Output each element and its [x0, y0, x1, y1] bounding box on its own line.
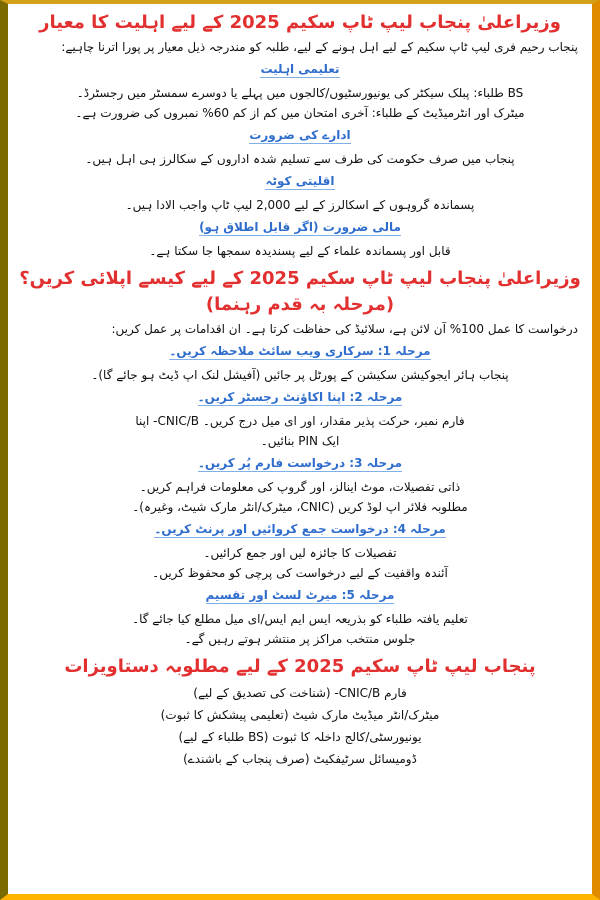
article [8, 4, 592, 894]
step-line: جلوس منتخب مراکز پر منتشر ہوتے رہیں گے۔ [184, 632, 416, 646]
section-line: BS طلباء: پبلک سیکٹر کی یونیورسٹیوں/کالجوں میں پہلے یا دوسرے سمسٹر میں رجسٹرڈ۔ [76, 86, 524, 100]
step-heading: مرحلہ 5: میرٹ لسٹ اور تقسیم [205, 588, 395, 602]
eligibility-sections [8, 58, 592, 260]
section-line: میٹرک اور انٹرمیڈیٹ کے طلباء: آخری امتحان میں کم از کم 60% نمبروں کی ضرورت ہے۔ [75, 106, 525, 120]
step-line: پنجاب ہائر ایجوکیشن سکیشن کے پورٹل پر جائیں (آفیشل لنک اپ ڈیٹ ہو جائے گا)۔ [91, 368, 509, 382]
eligibility-intro: پنجاب رحیم فری لیپ ٹاپ سکیم کے لیے اہل ہونے کے لیے، طلبہ کو مندرجہ ذیل معیار پر پورا اترنا چاہیے: [61, 40, 578, 54]
apply-title: وزیراعلیٰ پنجاب لیپ ٹاپ سکیم 2025 کے لیے کیسے اپلائی کریں؟ (مرحلہ بہ قدم رہنما) [19, 268, 581, 315]
document-item: یونیورسٹی/کالج داخلہ کا ثبوت (BS طلباء کے لیے) [178, 730, 422, 744]
apply-steps [8, 340, 592, 648]
step-line: آئندہ واقفیت کے لیے درخواست کی پرچی کو محفوظ کریں۔ [152, 566, 448, 580]
section-heading: ادارے کی ضرورت [249, 128, 351, 142]
section-heading: مالی ضرورت (اگر قابل اطلاق ہو) [199, 220, 401, 234]
eligibility-section-financial [8, 216, 592, 260]
step-3 [8, 452, 592, 516]
step-line: مطلوبہ فلائر اپ لوڈ کریں (CNIC، میٹرک/انٹر مارک شیٹ، وغیرہ)۔ [132, 500, 468, 514]
eligibility-section-quota [8, 170, 592, 214]
step-line: تفصیلات کا جائزہ لیں اور جمع کرائیں۔ [203, 546, 397, 560]
step-1 [8, 340, 592, 384]
step-line: فارم نمبر، حرکت پذیر مقدار، اور ای میل درج کریں۔ CNIC/B- اپنا [135, 414, 465, 428]
section-heading: اقلیتی کوٹہ [265, 174, 335, 188]
step-heading: مرحلہ 4: درخواست جمع کروائیں اور پرنٹ کریں۔ [154, 522, 446, 536]
eligibility-section-academic [8, 58, 592, 122]
section-line: قابل اور پسماندہ علماء کے لیے پسندیدہ سمجھا جا سکتا ہے۔ [149, 244, 451, 258]
document-item: فارم CNIC/B- (شناخت کی تصدیق کے لیے) [193, 686, 407, 700]
document-item: ڈومیسائل سرٹیفکیٹ (صرف پنجاب کے باشندے) [183, 752, 417, 766]
documents-list [8, 684, 592, 768]
step-5 [8, 584, 592, 648]
step-line: تعلیم یافتہ طلباء کو بذریعہ ایس ایم ایس/ای میل مطلع کیا جائے گا۔ [132, 612, 468, 626]
step-4 [8, 518, 592, 582]
step-heading: مرحلہ 1: سرکاری ویب سائٹ ملاحظہ کریں۔ [169, 344, 431, 358]
step-heading: مرحلہ 2: اپنا اکاؤنٹ رجسٹر کریں۔ [197, 390, 403, 404]
step-line: ایک PIN بنائیں۔ [260, 434, 340, 448]
section-heading: تعلیمی اہلیت [260, 62, 340, 76]
apply-intro: درخواست کا عمل 100% آن لائن ہے، سلائیڈ کی حفاظت کرتا ہے۔ ان اقدامات پر عمل کریں: [111, 322, 578, 336]
section-line: پنجاب میں صرف حکومت کی طرف سے تسلیم شدہ اداروں کے سکالرز ہی اہل ہیں۔ [85, 152, 515, 166]
step-line: ذاتی تفصیلات، موٹ اینالز، اور گروپ کی معلومات فراہم کریں۔ [139, 480, 461, 494]
section-line: پسماندہ گروہوں کے اسکالرز کے لیے 2,000 لیپ ٹاپ واجب الادا ہیں۔ [125, 198, 475, 212]
step-2 [8, 386, 592, 450]
eligibility-section-institution [8, 124, 592, 168]
document-item: میٹرک/انٹر میڈیٹ مارک شیٹ (تعلیمی پیشکش کا ثبوت) [160, 708, 440, 722]
step-heading: مرحلہ 3: درخواست فارم پُر کریں۔ [197, 456, 403, 470]
eligibility-title: وزیراعلیٰ پنجاب لیپ ٹاپ سکیم 2025 کے لیے اہلیت کا معیار [39, 12, 561, 33]
documents-title: پنجاب لیپ ٹاپ سکیم 2025 کے لیے مطلوبہ دستاویزات [64, 656, 536, 677]
